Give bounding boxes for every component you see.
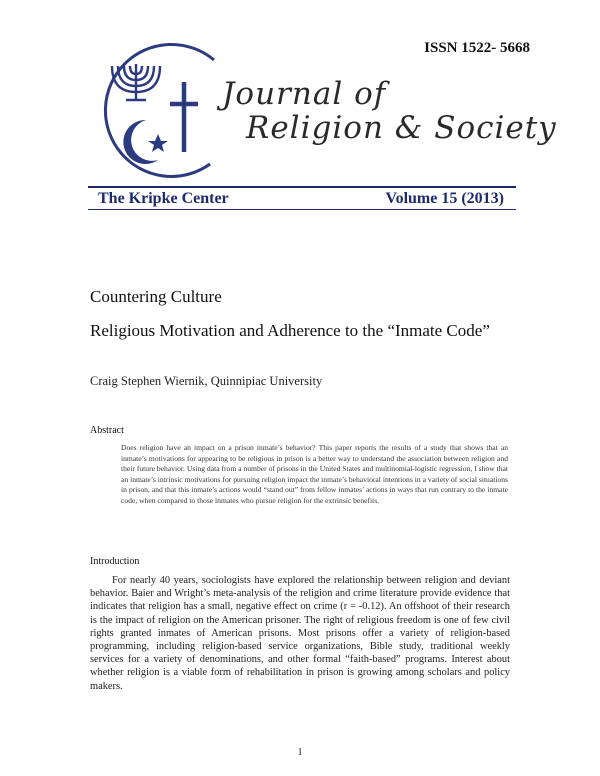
star-icon [148,134,168,152]
publisher-name: The Kripke Center [98,190,229,207]
abstract-text: Does religion have an impact on a prison inmate’s behavior? This paper reports the results of a study that shows that an inmate’s motivations for appearing to be religious in prison is a better way to understand the association between religion and their future behavior. Using data from a number of prisons in the United States and multinomial-logistic regression, I show that an inmate’s intrinsic motivations for pursuing religion impact the inmate’s behavioral intentions in a variety of social situations in prison, and that this inmate’s actions would “stand out” from fellow inmates’ actions in ways that run contrary to the inmate code, when compared to those inmates who pursue religion for the extrinsic benefits. [121,443,508,505]
banner-bottom-rule [88,209,516,210]
issn-number: ISSN 1522- 5668 [424,40,530,56]
page-number: 1 [297,747,303,758]
introduction-text: For nearly 40 years, sociologists have explored the relationship between religion and deviant behavior. Baier and Wright’s meta-analysis of the religion and crime literature provide evidence that indicates that religion has a small, negative effect on crime (r = -0.12). An offshoot of their research is the impact of religion on the American prisoner. The right of religious freedom is one of few civil rights granted inmates of American prisons. Most prisons offer a variety of religion-based programming, including religion-based service organizations, Bible study, traditional weekly services for a variety of denominations, and other formal “faith-based” programs. Interest about whether religion is a viable form of rehabilitation in prison is growing among scholars and policy makers. [90,575,510,692]
introduction-heading: Introduction [90,556,140,567]
banner-top-rule [88,186,516,188]
logo-arc [105,44,214,176]
journal-title-line1: Journal of [222,76,387,112]
section-title: Countering Culture [90,287,222,306]
menorah-icon [112,64,160,100]
volume-label: Volume 15 (2013) [385,190,504,207]
journal-banner [88,186,516,210]
journal-title-line2: Religion & Society [246,110,557,146]
cross-icon [170,82,198,152]
journal-logo [86,42,226,182]
author-line: Craig Stephen Wiernik, Quinnipiac University [90,374,323,388]
article-title: Religious Motivation and Adherence to the “Inmate Code” [90,321,490,340]
abstract-heading: Abstract [90,425,124,436]
